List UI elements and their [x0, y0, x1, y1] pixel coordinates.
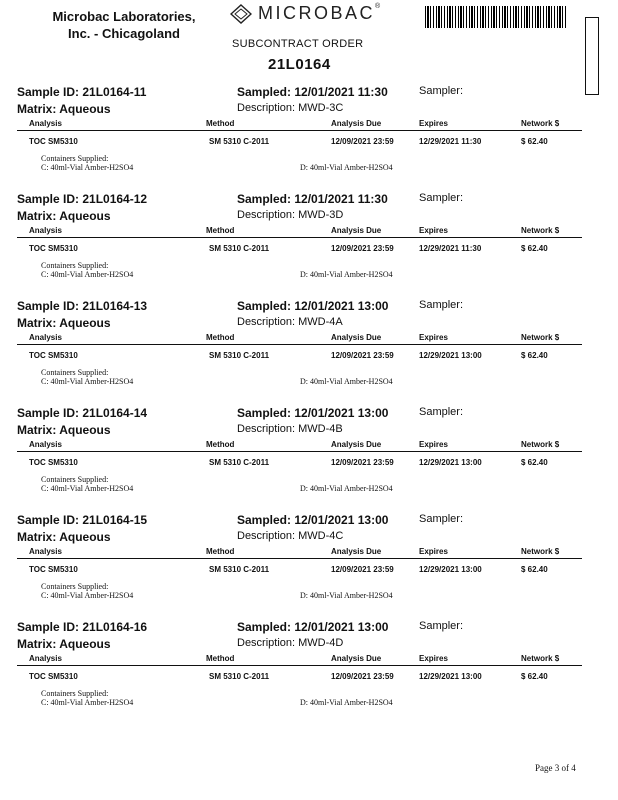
- sampled-datetime: Sampled: 12/01/2021 13:00: [237, 406, 389, 420]
- col-header-analysis-due: Analysis Due: [331, 440, 382, 449]
- sample-matrix: Matrix: Aqueous: [17, 209, 111, 223]
- analysis-method: SM 5310 C-2011: [209, 458, 270, 467]
- col-header-analysis: Analysis: [29, 440, 62, 449]
- sample-id: Sample ID: 21L0164-16: [17, 620, 148, 634]
- analysis-due: 12/09/2021 23:59: [331, 672, 394, 681]
- order-number: 21L0164: [268, 56, 331, 73]
- page-number: Page 3 of 4: [535, 763, 576, 773]
- header-rule: [17, 344, 582, 345]
- header-rule: [17, 558, 582, 559]
- sample-id: Sample ID: 21L0164-13: [17, 299, 148, 313]
- col-header-analysis: Analysis: [29, 547, 62, 556]
- analysis-due: 12/09/2021 23:59: [331, 351, 394, 360]
- analysis-expires: 12/29/2021 13:00: [419, 672, 482, 681]
- sample-id: Sample ID: 21L0164-14: [17, 406, 148, 420]
- sample-matrix: Matrix: Aqueous: [17, 102, 111, 116]
- sampled-datetime: Sampled: 12/01/2021 13:00: [237, 620, 389, 634]
- container-d: D: 40ml-Vial Amber-H2SO4: [300, 270, 393, 279]
- sample-description: Description: MWD-4C: [237, 530, 344, 542]
- col-header-method: Method: [206, 547, 235, 556]
- analysis-name: TOC SM5310: [29, 137, 78, 146]
- analysis-due: 12/09/2021 23:59: [331, 244, 394, 253]
- container-d: D: 40ml-Vial Amber-H2SO4: [300, 377, 393, 386]
- sample-block: [0, 513, 618, 620]
- analysis-name: TOC SM5310: [29, 458, 78, 467]
- barcode: [425, 6, 568, 28]
- registered-mark: ®: [375, 3, 383, 10]
- network-price: $ 62.40: [521, 351, 548, 360]
- company-name-line2: Inc. - Chicagoland: [68, 26, 180, 41]
- container-c: C: 40ml-Vial Amber-H2SO4: [41, 484, 134, 493]
- logo-text: MICROBAC®: [258, 3, 383, 23]
- analysis-expires: 12/29/2021 13:00: [419, 565, 482, 574]
- sampler-label: Sampler:: [419, 406, 464, 418]
- containers-list: [41, 689, 133, 707]
- analysis-due: 12/09/2021 23:59: [331, 565, 394, 574]
- analysis-name: TOC SM5310: [29, 672, 78, 681]
- container-d: D: 40ml-Vial Amber-H2SO4: [300, 484, 393, 493]
- col-header-network: Network $: [521, 333, 560, 342]
- sample-matrix: Matrix: Aqueous: [17, 530, 111, 544]
- header-rule: [17, 130, 582, 131]
- analysis-expires: 12/29/2021 11:30: [419, 244, 482, 253]
- col-header-network: Network $: [521, 119, 560, 128]
- side-box: [585, 17, 599, 95]
- col-header-analysis-due: Analysis Due: [331, 333, 382, 342]
- analysis-expires: 12/29/2021 11:30: [419, 137, 482, 146]
- col-header-network: Network $: [521, 226, 560, 235]
- analysis-expires: 12/29/2021 13:00: [419, 458, 482, 467]
- sample-description: Description: MWD-3D: [237, 209, 344, 221]
- analysis-method: SM 5310 C-2011: [209, 137, 270, 146]
- sample-block: [0, 620, 618, 727]
- col-header-expires: Expires: [419, 226, 448, 235]
- sample-block: [0, 85, 618, 192]
- sampler-label: Sampler:: [419, 85, 464, 97]
- analysis-expires: 12/29/2021 13:00: [419, 351, 482, 360]
- container-c: C: 40ml-Vial Amber-H2SO4: [41, 698, 134, 707]
- container-c: C: 40ml-Vial Amber-H2SO4: [41, 163, 134, 172]
- container-c: C: 40ml-Vial Amber-H2SO4: [41, 377, 134, 386]
- sample-block: [0, 406, 618, 513]
- col-header-network: Network $: [521, 440, 560, 449]
- network-price: $ 62.40: [521, 565, 548, 574]
- analysis-name: TOC SM5310: [29, 565, 78, 574]
- container-d: D: 40ml-Vial Amber-H2SO4: [300, 163, 393, 172]
- company-name-line1: Microbac Laboratories,: [52, 9, 196, 24]
- analysis-method: SM 5310 C-2011: [209, 351, 270, 360]
- sampled-datetime: Sampled: 12/01/2021 13:00: [237, 299, 389, 313]
- containers-list: [41, 154, 133, 172]
- sample-description: Description: MWD-3C: [237, 102, 344, 114]
- sample-description: Description: MWD-4A: [237, 316, 343, 328]
- col-header-method: Method: [206, 333, 235, 342]
- col-header-analysis-due: Analysis Due: [331, 226, 382, 235]
- header-rule: [17, 665, 582, 666]
- col-header-network: Network $: [521, 654, 560, 663]
- col-header-analysis-due: Analysis Due: [331, 119, 382, 128]
- diamond-logo-icon: [230, 4, 252, 24]
- containers-supplied-label: Containers Supplied:: [41, 689, 109, 698]
- sampled-datetime: Sampled: 12/01/2021 11:30: [237, 85, 388, 99]
- sample-matrix: Matrix: Aqueous: [17, 316, 111, 330]
- sample-description: Description: MWD-4D: [237, 637, 344, 649]
- col-header-expires: Expires: [419, 333, 448, 342]
- col-header-analysis: Analysis: [29, 226, 62, 235]
- col-header-method: Method: [206, 654, 235, 663]
- network-price: $ 62.40: [521, 458, 548, 467]
- container-c: C: 40ml-Vial Amber-H2SO4: [41, 591, 134, 600]
- network-price: $ 62.40: [521, 672, 548, 681]
- sample-block: [0, 192, 618, 299]
- containers-list: [41, 582, 133, 600]
- header-rule: [17, 451, 582, 452]
- analysis-name: TOC SM5310: [29, 351, 78, 360]
- sampler-label: Sampler:: [419, 299, 464, 311]
- col-header-analysis: Analysis: [29, 333, 62, 342]
- col-header-analysis: Analysis: [29, 119, 62, 128]
- header-rule: [17, 237, 582, 238]
- sample-id: Sample ID: 21L0164-11: [17, 85, 147, 99]
- container-d: D: 40ml-Vial Amber-H2SO4: [300, 698, 393, 707]
- sampled-datetime: Sampled: 12/01/2021 13:00: [237, 513, 389, 527]
- col-header-network: Network $: [521, 547, 560, 556]
- network-price: $ 62.40: [521, 137, 548, 146]
- container-d: D: 40ml-Vial Amber-H2SO4: [300, 591, 393, 600]
- sampler-label: Sampler:: [419, 192, 464, 204]
- sample-matrix: Matrix: Aqueous: [17, 423, 111, 437]
- microbac-logo: [230, 3, 383, 24]
- sample-id: Sample ID: 21L0164-15: [17, 513, 148, 527]
- containers-supplied-label: Containers Supplied:: [41, 475, 109, 484]
- analysis-method: SM 5310 C-2011: [209, 244, 270, 253]
- containers-supplied-label: Containers Supplied:: [41, 582, 109, 591]
- col-header-expires: Expires: [419, 547, 448, 556]
- sample-id: Sample ID: 21L0164-12: [17, 192, 148, 206]
- col-header-expires: Expires: [419, 119, 448, 128]
- containers-supplied-label: Containers Supplied:: [41, 368, 109, 377]
- sample-matrix: Matrix: Aqueous: [17, 637, 111, 651]
- analysis-method: SM 5310 C-2011: [209, 565, 270, 574]
- containers-supplied-label: Containers Supplied:: [41, 154, 109, 163]
- col-header-method: Method: [206, 119, 235, 128]
- analysis-method: SM 5310 C-2011: [209, 672, 270, 681]
- col-header-analysis-due: Analysis Due: [331, 547, 382, 556]
- sampler-label: Sampler:: [419, 513, 464, 525]
- order-title: SUBCONTRACT ORDER: [232, 38, 364, 50]
- sample-description: Description: MWD-4B: [237, 423, 343, 435]
- analysis-name: TOC SM5310: [29, 244, 78, 253]
- sample-block: [0, 299, 618, 406]
- analysis-due: 12/09/2021 23:59: [331, 137, 394, 146]
- col-header-analysis: Analysis: [29, 654, 62, 663]
- sampled-datetime: Sampled: 12/01/2021 11:30: [237, 192, 388, 206]
- col-header-expires: Expires: [419, 654, 448, 663]
- containers-list: [41, 261, 133, 279]
- col-header-method: Method: [206, 440, 235, 449]
- company-name: [48, 8, 200, 42]
- containers-list: [41, 475, 133, 493]
- sampler-label: Sampler:: [419, 620, 464, 632]
- analysis-due: 12/09/2021 23:59: [331, 458, 394, 467]
- col-header-method: Method: [206, 226, 235, 235]
- containers-list: [41, 368, 133, 386]
- col-header-analysis-due: Analysis Due: [331, 654, 382, 663]
- col-header-expires: Expires: [419, 440, 448, 449]
- containers-supplied-label: Containers Supplied:: [41, 261, 109, 270]
- container-c: C: 40ml-Vial Amber-H2SO4: [41, 270, 134, 279]
- network-price: $ 62.40: [521, 244, 548, 253]
